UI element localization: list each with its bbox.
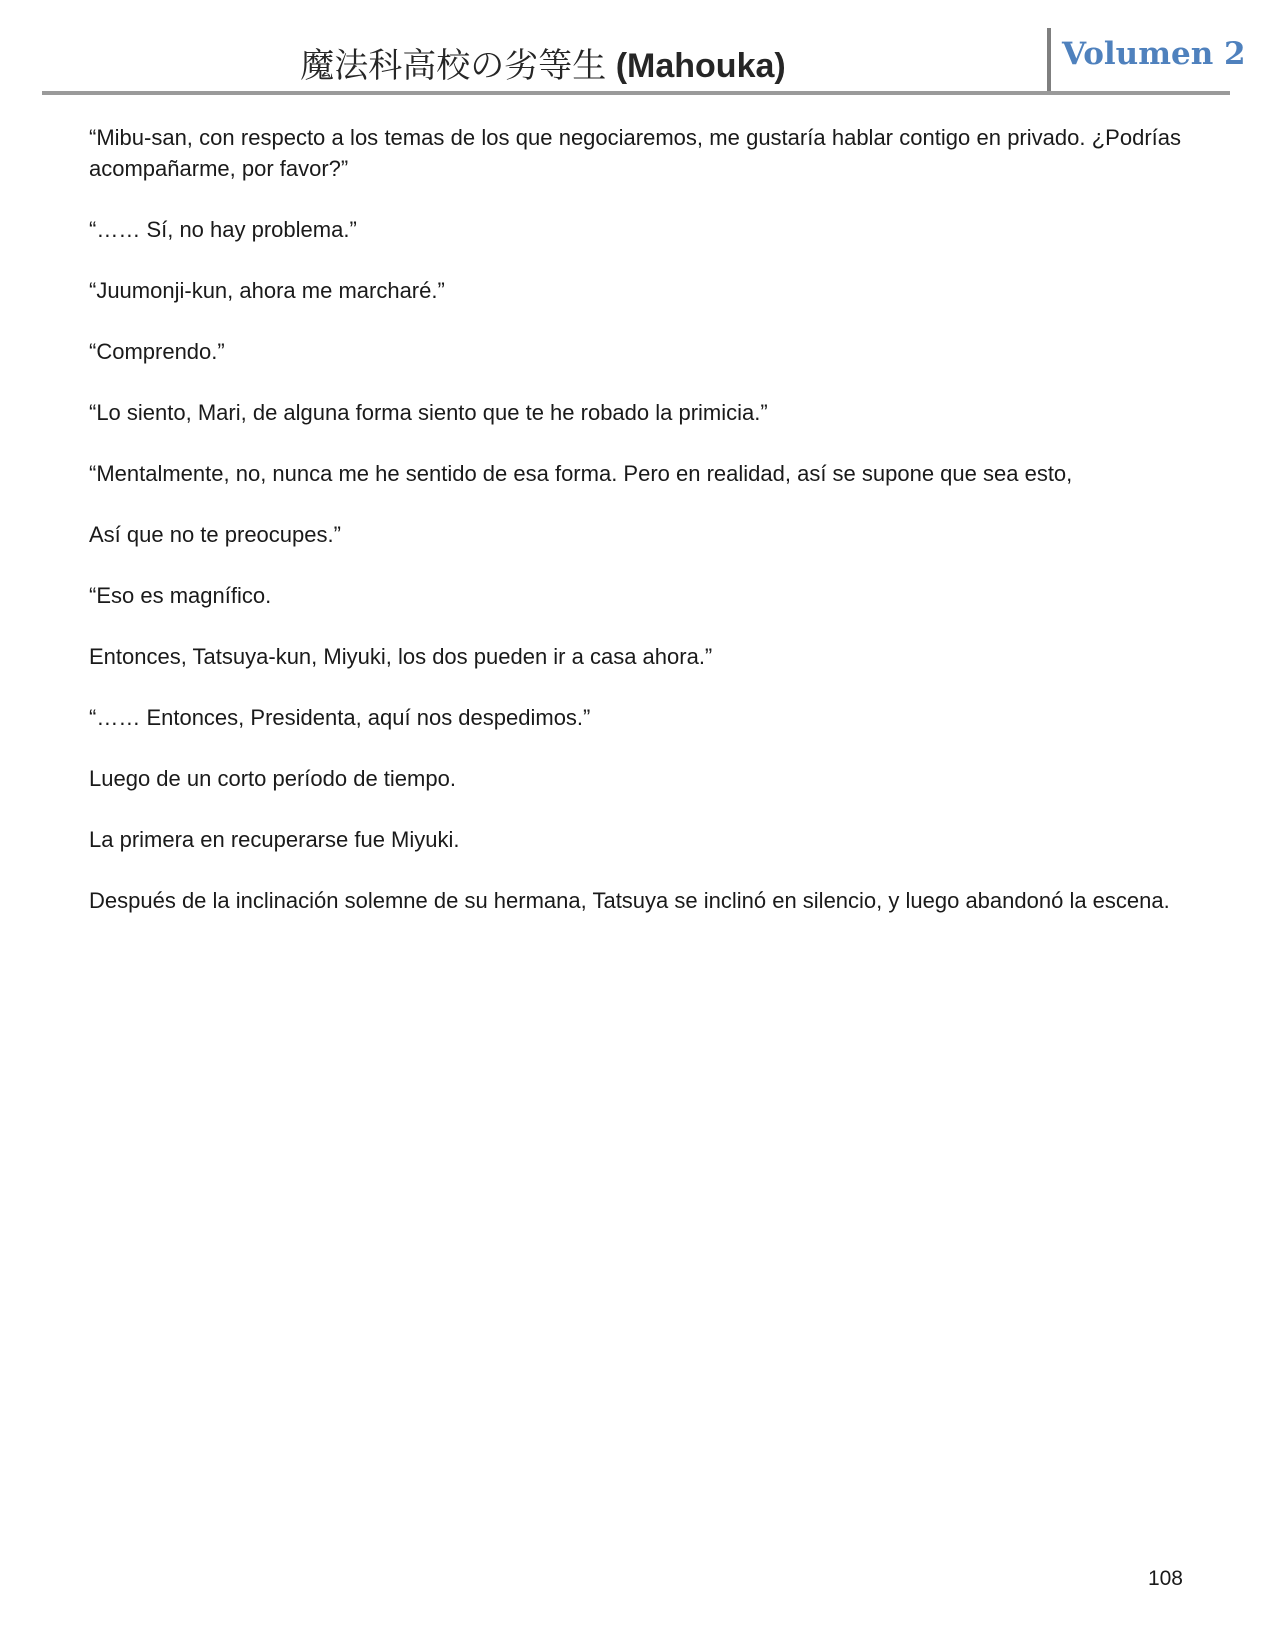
paragraph: “Eso es magnífico. <box>89 583 272 608</box>
paragraph: “Mibu-san, con respecto a los temas de los que negociaremos, me gustaría hablar contigo en privado. ¿Podrías acompañarme, por favor?” <box>89 125 1181 181</box>
paragraph: “Lo siento, Mari, de alguna forma siento que te he robado la primicia.” <box>89 400 768 425</box>
book-title-japanese: 魔法科高校の劣等生 <box>300 47 607 85</box>
paragraph: “…… Sí, no hay problema.” <box>89 217 357 242</box>
page-header <box>42 28 1246 94</box>
book-title <box>42 38 1044 87</box>
paragraph: Después de la inclinación solemne de su hermana, Tatsuya se inclinó en silencio, y luego abandonó la escena. <box>89 888 1170 913</box>
paragraph: “…… Entonces, Presidenta, aquí nos despedimos.” <box>89 705 591 730</box>
paragraph: Luego de un corto período de tiempo. <box>89 766 456 791</box>
paragraph: Así que no te preocupes.” <box>89 522 341 547</box>
paragraph: La primera en recuperarse fue Miyuki. <box>89 827 460 852</box>
paragraph: “Mentalmente, no, nunca me he sentido de esa forma. Pero en realidad, así se supone que sea esto, <box>89 461 1073 486</box>
paragraph: “Juumonji-kun, ahora me marcharé.” <box>89 278 445 303</box>
header-vertical-divider <box>1047 28 1051 92</box>
page-body <box>89 122 1181 946</box>
header-rule <box>42 91 1230 95</box>
paragraph: Entonces, Tatsuya-kun, Miyuki, los dos pueden ir a casa ahora.” <box>89 644 713 669</box>
book-title-latin: (Mahouka) <box>615 47 786 85</box>
page-number: 108 <box>1147 1567 1183 1590</box>
volume-label: Volumen 2 <box>1062 36 1246 72</box>
paragraph: “Comprendo.” <box>89 339 225 364</box>
